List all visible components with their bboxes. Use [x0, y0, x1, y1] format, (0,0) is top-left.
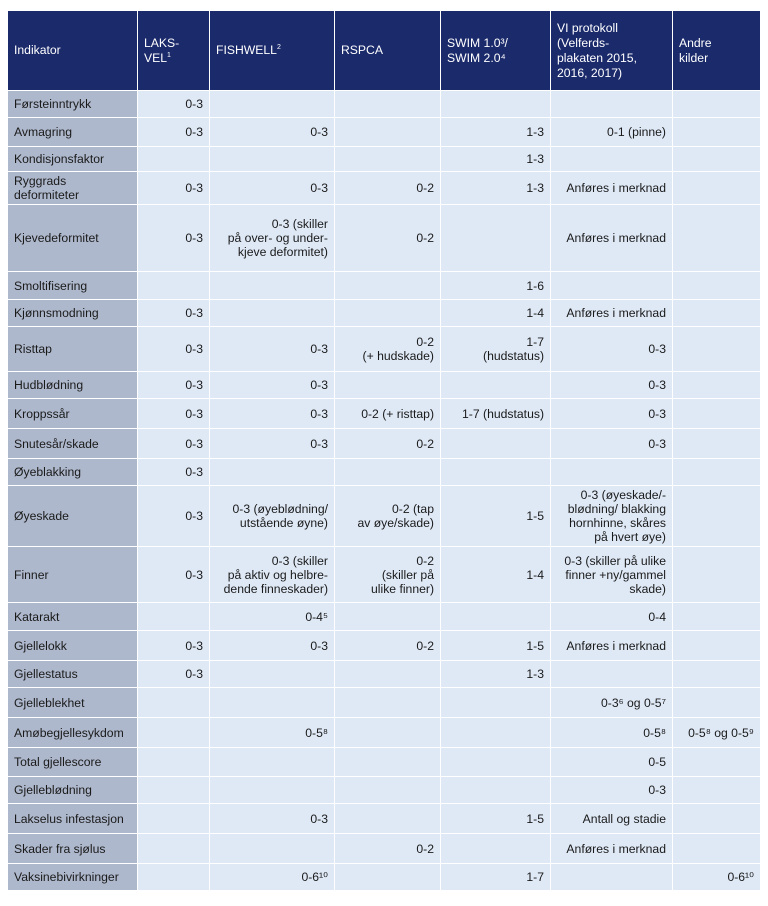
- column-header-laksvel: [138, 11, 210, 91]
- score-cell-rspca: 0-2 (tap av øye/skade): [335, 486, 441, 547]
- score-cell-swim: 1-3: [441, 118, 551, 147]
- table-row: [8, 372, 761, 399]
- score-cell-laksvel: [138, 864, 210, 891]
- footnote-marker: 2: [276, 43, 281, 51]
- score-cell-rspca: 0-2: [335, 429, 441, 459]
- score-cell-swim: 1-4: [441, 547, 551, 603]
- indicator-cell: Finner: [8, 547, 138, 603]
- score-cell-fishwell: [210, 147, 335, 172]
- table-row: [8, 688, 761, 718]
- score-cell-rspca: [335, 748, 441, 777]
- score-cell-rspca: 0-2: [335, 834, 441, 864]
- table-row: [8, 661, 761, 688]
- score-cell-vi-protokoll: Anføres i merknad: [551, 172, 673, 205]
- score-cell-fishwell: 0-3: [210, 429, 335, 459]
- score-cell-vi-protokoll: 0-3: [551, 372, 673, 399]
- score-cell-swim: 1-7 (hudstatus): [441, 327, 551, 372]
- score-cell-laksvel: 0-3: [138, 372, 210, 399]
- table-row: [8, 834, 761, 864]
- score-cell-fishwell: [210, 777, 335, 804]
- score-cell-fishwell: [210, 300, 335, 327]
- score-cell-fishwell: [210, 272, 335, 300]
- table-row: [8, 172, 761, 205]
- table-row: [8, 459, 761, 486]
- score-cell-andre-kilder: [673, 631, 761, 661]
- score-cell-andre-kilder: [673, 834, 761, 864]
- score-cell-rspca: 0-2: [335, 172, 441, 205]
- score-cell-andre-kilder: [673, 804, 761, 834]
- score-cell-andre-kilder: [673, 172, 761, 205]
- score-cell-andre-kilder: [673, 118, 761, 147]
- table-row: [8, 603, 761, 631]
- score-cell-laksvel: 0-3: [138, 205, 210, 272]
- score-cell-fishwell: 0-6¹⁰: [210, 864, 335, 891]
- score-cell-rspca: [335, 372, 441, 399]
- score-cell-vi-protokoll: Antall og stadie: [551, 804, 673, 834]
- score-cell-laksvel: [138, 748, 210, 777]
- score-cell-swim: [441, 603, 551, 631]
- score-cell-rspca: [335, 804, 441, 834]
- score-cell-vi-protokoll: 0-1 (pinne): [551, 118, 673, 147]
- score-cell-vi-protokoll: Anføres i merknad: [551, 300, 673, 327]
- score-cell-fishwell: 0-3: [210, 118, 335, 147]
- indicator-cell: Total gjellescore: [8, 748, 138, 777]
- score-cell-rspca: 0-2 (+ risttap): [335, 399, 441, 429]
- column-header-rspca: [335, 11, 441, 91]
- score-cell-rspca: [335, 603, 441, 631]
- score-cell-rspca: 0-2 (skiller på ulike finner): [335, 547, 441, 603]
- score-cell-andre-kilder: 0-6¹⁰: [673, 864, 761, 891]
- score-cell-swim: [441, 688, 551, 718]
- score-cell-andre-kilder: [673, 399, 761, 429]
- indicator-cell: Gjelleblekhet: [8, 688, 138, 718]
- score-cell-swim: [441, 91, 551, 118]
- score-cell-fishwell: 0-3: [210, 372, 335, 399]
- score-cell-vi-protokoll: 0-4: [551, 603, 673, 631]
- indicator-cell: Kondisjonsfaktor: [8, 147, 138, 172]
- score-cell-rspca: [335, 459, 441, 486]
- score-cell-fishwell: [210, 91, 335, 118]
- score-cell-laksvel: 0-3: [138, 459, 210, 486]
- score-cell-swim: [441, 748, 551, 777]
- indicator-cell: Vaksinebivirkninger: [8, 864, 138, 891]
- score-cell-fishwell: 0-3: [210, 327, 335, 372]
- score-cell-laksvel: 0-3: [138, 399, 210, 429]
- score-cell-fishwell: [210, 748, 335, 777]
- score-cell-laksvel: [138, 603, 210, 631]
- score-cell-vi-protokoll: [551, 147, 673, 172]
- table-row: [8, 91, 761, 118]
- score-cell-laksvel: [138, 718, 210, 748]
- score-cell-rspca: 0-2 (+ hudskade): [335, 327, 441, 372]
- score-cell-fishwell: [210, 688, 335, 718]
- table-header: [8, 11, 761, 91]
- score-cell-vi-protokoll: 0-3: [551, 327, 673, 372]
- score-cell-andre-kilder: [673, 91, 761, 118]
- table-row: [8, 804, 761, 834]
- score-cell-laksvel: [138, 688, 210, 718]
- table-row: [8, 147, 761, 172]
- indicator-cell: Avmagring: [8, 118, 138, 147]
- column-header-indikator: [8, 11, 138, 91]
- table-row: [8, 547, 761, 603]
- score-cell-fishwell: 0-3: [210, 804, 335, 834]
- score-cell-fishwell: [210, 834, 335, 864]
- indicator-cell: Kjevedeformitet: [8, 205, 138, 272]
- score-cell-swim: 1-7 (hudstatus): [441, 399, 551, 429]
- score-cell-fishwell: 0-3: [210, 399, 335, 429]
- score-cell-andre-kilder: [673, 272, 761, 300]
- indicator-cell: Førsteinntrykk: [8, 91, 138, 118]
- column-header-label: RSPCA: [341, 43, 383, 57]
- score-cell-andre-kilder: [673, 547, 761, 603]
- score-cell-swim: 1-4: [441, 300, 551, 327]
- score-cell-vi-protokoll: 0-5: [551, 748, 673, 777]
- table-body: [8, 91, 761, 891]
- score-cell-fishwell: 0-3 (skiller på over- og under- kjeve deformitet): [210, 205, 335, 272]
- column-header-label: Indikator: [14, 43, 61, 57]
- score-cell-rspca: [335, 718, 441, 748]
- score-cell-laksvel: 0-3: [138, 300, 210, 327]
- table-row: [8, 205, 761, 272]
- indicator-cell: Lakselus infestasjon: [8, 804, 138, 834]
- score-cell-laksvel: 0-3: [138, 661, 210, 688]
- score-cell-rspca: [335, 661, 441, 688]
- score-cell-rspca: [335, 864, 441, 891]
- score-cell-swim: 1-5: [441, 486, 551, 547]
- column-header-label: LAKS- VEL: [144, 35, 180, 65]
- indicator-cell: Kroppssår: [8, 399, 138, 429]
- score-cell-vi-protokoll: 0-3 (øyeskade/- blødning/ blakking hornhinne, skåres på hvert øye): [551, 486, 673, 547]
- score-cell-laksvel: 0-3: [138, 327, 210, 372]
- score-cell-laksvel: 0-3: [138, 547, 210, 603]
- score-cell-rspca: [335, 300, 441, 327]
- score-cell-vi-protokoll: [551, 91, 673, 118]
- score-cell-rspca: [335, 688, 441, 718]
- score-cell-swim: 1-5: [441, 631, 551, 661]
- column-header-label: SWIM 1.0³/ SWIM 2.0⁴: [447, 35, 508, 65]
- score-cell-fishwell: [210, 459, 335, 486]
- score-cell-vi-protokoll: Anføres i merknad: [551, 834, 673, 864]
- score-cell-fishwell: [210, 661, 335, 688]
- score-cell-andre-kilder: [673, 748, 761, 777]
- score-cell-swim: 1-6: [441, 272, 551, 300]
- score-cell-swim: 1-7: [441, 864, 551, 891]
- score-cell-andre-kilder: [673, 300, 761, 327]
- score-cell-vi-protokoll: 0-5⁸: [551, 718, 673, 748]
- score-cell-vi-protokoll: 0-3 (skiller på ulike finner +ny/gammel skade): [551, 547, 673, 603]
- score-cell-fishwell: 0-5⁸: [210, 718, 335, 748]
- table-row: [8, 399, 761, 429]
- score-cell-swim: 1-5: [441, 804, 551, 834]
- column-header-vi-protokoll: [551, 11, 673, 91]
- table-row: [8, 272, 761, 300]
- score-cell-andre-kilder: [673, 661, 761, 688]
- column-header-label: VI protokoll (Velferds- plakaten 2015, 2016, 2017): [557, 20, 637, 80]
- table-row: [8, 718, 761, 748]
- score-cell-laksvel: 0-3: [138, 91, 210, 118]
- score-cell-vi-protokoll: [551, 459, 673, 486]
- header-row: [8, 11, 761, 91]
- indicator-cell: Kjønnsmodning: [8, 300, 138, 327]
- table-row: [8, 327, 761, 372]
- score-cell-andre-kilder: [673, 205, 761, 272]
- indicator-cell: Hudblødning: [8, 372, 138, 399]
- score-cell-vi-protokoll: 0-3⁶ og 0-5⁷: [551, 688, 673, 718]
- score-cell-swim: [441, 372, 551, 399]
- score-cell-vi-protokoll: [551, 272, 673, 300]
- score-cell-fishwell: 0-3 (skiller på aktiv og helbre- dende finneskader): [210, 547, 335, 603]
- indicator-cell: Øyeskade: [8, 486, 138, 547]
- table-row: [8, 631, 761, 661]
- score-cell-swim: [441, 205, 551, 272]
- indicator-cell: Skader fra sjølus: [8, 834, 138, 864]
- score-cell-rspca: 0-2: [335, 631, 441, 661]
- score-cell-swim: [441, 777, 551, 804]
- score-cell-swim: 1-3: [441, 172, 551, 205]
- score-cell-rspca: 0-2: [335, 205, 441, 272]
- score-cell-laksvel: [138, 777, 210, 804]
- table-row: [8, 777, 761, 804]
- footnote-marker: 1: [167, 51, 171, 59]
- score-cell-swim: [441, 429, 551, 459]
- indicator-cell: Smoltifisering: [8, 272, 138, 300]
- score-cell-vi-protokoll: [551, 864, 673, 891]
- indicator-cell: Risttap: [8, 327, 138, 372]
- column-header-swim: [441, 11, 551, 91]
- table-row: [8, 300, 761, 327]
- indicator-cell: Katarakt: [8, 603, 138, 631]
- score-cell-rspca: [335, 777, 441, 804]
- indicator-cell: Snutesår/skade: [8, 429, 138, 459]
- indicator-cell: Øyeblakking: [8, 459, 138, 486]
- table-row: [8, 118, 761, 147]
- score-cell-laksvel: 0-3: [138, 429, 210, 459]
- table-row: [8, 864, 761, 891]
- score-cell-vi-protokoll: Anføres i merknad: [551, 631, 673, 661]
- indicator-cell: Ryggrads deformiteter: [8, 172, 138, 205]
- score-cell-fishwell: 0-3 (øyeblødning/ utstående øyne): [210, 486, 335, 547]
- score-cell-andre-kilder: [673, 459, 761, 486]
- column-header-label: Andre kilder: [679, 35, 712, 65]
- table-row: [8, 429, 761, 459]
- score-cell-vi-protokoll: 0-3: [551, 399, 673, 429]
- indicator-cell: Gjellelokk: [8, 631, 138, 661]
- score-cell-swim: 1-3: [441, 147, 551, 172]
- score-cell-fishwell: 0-3: [210, 172, 335, 205]
- score-cell-swim: [441, 718, 551, 748]
- score-cell-laksvel: 0-3: [138, 118, 210, 147]
- score-cell-laksvel: 0-3: [138, 172, 210, 205]
- score-cell-rspca: [335, 91, 441, 118]
- table-row: [8, 486, 761, 547]
- score-cell-rspca: [335, 147, 441, 172]
- indicator-cell: Gjellestatus: [8, 661, 138, 688]
- score-cell-andre-kilder: [673, 147, 761, 172]
- score-cell-laksvel: [138, 804, 210, 834]
- score-cell-vi-protokoll: [551, 661, 673, 688]
- score-cell-vi-protokoll: 0-3: [551, 777, 673, 804]
- score-cell-rspca: [335, 272, 441, 300]
- score-cell-laksvel: 0-3: [138, 631, 210, 661]
- score-cell-vi-protokoll: Anføres i merknad: [551, 205, 673, 272]
- score-cell-andre-kilder: 0-5⁸ og 0-5⁹: [673, 718, 761, 748]
- score-cell-andre-kilder: [673, 429, 761, 459]
- score-cell-laksvel: [138, 272, 210, 300]
- score-cell-fishwell: 0-3: [210, 631, 335, 661]
- score-cell-fishwell: 0-4⁵: [210, 603, 335, 631]
- indicator-table-container: [7, 10, 760, 891]
- score-cell-swim: 1-3: [441, 661, 551, 688]
- score-cell-andre-kilder: [673, 327, 761, 372]
- score-cell-andre-kilder: [673, 777, 761, 804]
- score-cell-laksvel: [138, 834, 210, 864]
- column-header-label: FISHWELL: [216, 43, 277, 57]
- score-cell-swim: [441, 834, 551, 864]
- score-cell-andre-kilder: [673, 372, 761, 399]
- score-cell-andre-kilder: [673, 603, 761, 631]
- column-header-fishwell: [210, 11, 335, 91]
- indicator-cell: Amøbegjellesykdom: [8, 718, 138, 748]
- table-row: [8, 748, 761, 777]
- score-cell-andre-kilder: [673, 486, 761, 547]
- score-cell-vi-protokoll: 0-3: [551, 429, 673, 459]
- score-cell-laksvel: [138, 147, 210, 172]
- indicator-table: [7, 10, 761, 891]
- indicator-cell: Gjelleblødning: [8, 777, 138, 804]
- column-header-andre-kilder: [673, 11, 761, 91]
- score-cell-rspca: [335, 118, 441, 147]
- score-cell-swim: [441, 459, 551, 486]
- score-cell-laksvel: 0-3: [138, 486, 210, 547]
- score-cell-andre-kilder: [673, 688, 761, 718]
